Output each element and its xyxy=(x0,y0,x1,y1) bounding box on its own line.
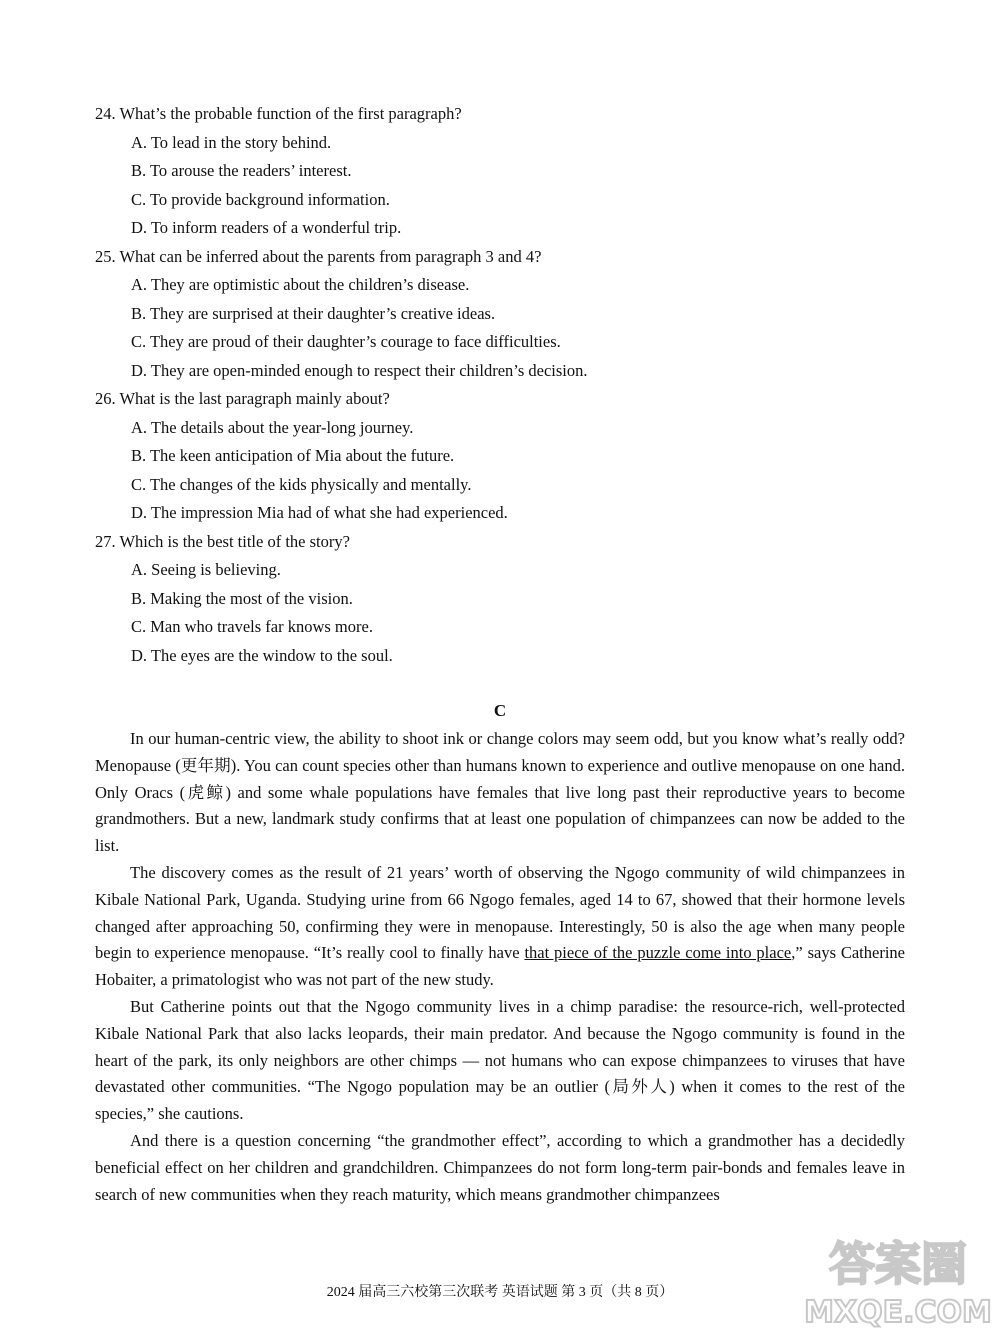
option-d: D. The impression Mia had of what she had experienced. xyxy=(131,503,508,522)
passage-paragraph-3: But Catherine points out that the Ngogo community lives in a chimp paradise: the resource-rich, well-protected Kibale National Park that also lacks leopards, their main predator. And because the Ngogo community is found in the heart of the park, its only neighbors are other chimps — not humans who can expose chimpanzees to viruses that have devastated other communities. “The Ngogo population may be an outlier (局外人) when it comes to the rest of the species,” she cautions. xyxy=(95,996,905,1124)
question-27 xyxy=(95,528,915,671)
question-26 xyxy=(95,385,915,528)
underlined-phrase: that piece of the puzzle come into place xyxy=(524,943,792,963)
passage-paragraph-1: In our human-centric view, the ability to shoot ink or change colors may seem odd, but you know what’s really odd? Menopause (更年期). You can count species other than humans known to experience and outlive menopause on one hand. Only Oracs (虎鲸) and some whale populations have females that live long past their reproductive years to become grandmothers. But a new, landmark study confirms that at least one population of chimpanzees can now be added to the list. xyxy=(95,729,905,856)
question-25 xyxy=(95,243,915,386)
option-a: A. The details about the year-long journey. xyxy=(131,417,414,437)
question-list xyxy=(95,100,915,670)
option-c: C. They are proud of their daughter’s courage to face difficulties. xyxy=(131,332,561,351)
passage-paragraph-2 xyxy=(95,860,905,994)
option-a: A. They are optimistic about the children’s disease. xyxy=(131,275,470,294)
option-b: B. They are surprised at their daughter’s creative ideas. xyxy=(131,303,496,323)
question-stem: 24. What’s the probable function of the first paragraph? xyxy=(95,104,462,123)
option-c: C. To provide background information. xyxy=(131,189,390,209)
section-heading: C xyxy=(493,701,507,720)
option-d: D. They are open-minded enough to respect their children’s decision. xyxy=(131,360,588,380)
option-a: A. Seeing is believing. xyxy=(131,560,281,579)
reading-passage xyxy=(95,726,905,1208)
question-stem: 27. Which is the best title of the story? xyxy=(95,531,350,551)
option-b: B. To arouse the readers’ interest. xyxy=(131,161,352,180)
question-24 xyxy=(95,100,915,243)
paragraph-2-text-before: The discovery comes as the result of 21 years’ worth of observing the Ngogo community of wild chimpanzees in Kibale National Park, Uganda. Studying urine from 66 Ngogo females, aged 14 to 67, showed that their hormone levels changed after approaching 50, confirming they were in menopause. Interestingly, 50 is also the age when many people begin to experience menopause. “It’s really cool to finally have xyxy=(95,862,905,963)
option-d: D. The eyes are the window to the soul. xyxy=(131,645,393,665)
option-d: D. To inform readers of a wonderful trip. xyxy=(131,218,402,237)
option-c: C. The changes of the kids physically and mentally. xyxy=(131,474,472,494)
watermark-logo xyxy=(804,1222,992,1330)
watermark-logo-text: 答案圈 xyxy=(829,1237,967,1291)
option-c: C. Man who travels far knows more. xyxy=(131,617,373,636)
question-stem: 26. What is the last paragraph mainly about? xyxy=(95,389,390,408)
option-b: B. Making the most of the vision. xyxy=(131,588,353,608)
option-b: B. The keen anticipation of Mia about the future. xyxy=(131,446,455,465)
option-a: A. To lead in the story behind. xyxy=(131,132,332,152)
passage-paragraph-4: And there is a question concerning “the grandmother effect”, according to which a grandmother has a decidedly beneficial effect on her children and grandchildren. Chimpanzees do not form long-term pair-bonds and females leave in search of new communities when they reach maturity, which means grandmother chimpanzees xyxy=(95,1130,905,1204)
page-footer: 2024 届高三六校第三次联考 英语试题 第 3 页（共 8 页） xyxy=(326,1285,674,1300)
question-stem: 25. What can be inferred about the parents from paragraph 3 and 4? xyxy=(95,246,542,266)
paragraph-2-text-after: ,” says Catherine Hobaiter, a primatologist who was not part of the new study. xyxy=(95,943,905,990)
watermark-url-text: MXQE.COM xyxy=(804,1295,992,1330)
